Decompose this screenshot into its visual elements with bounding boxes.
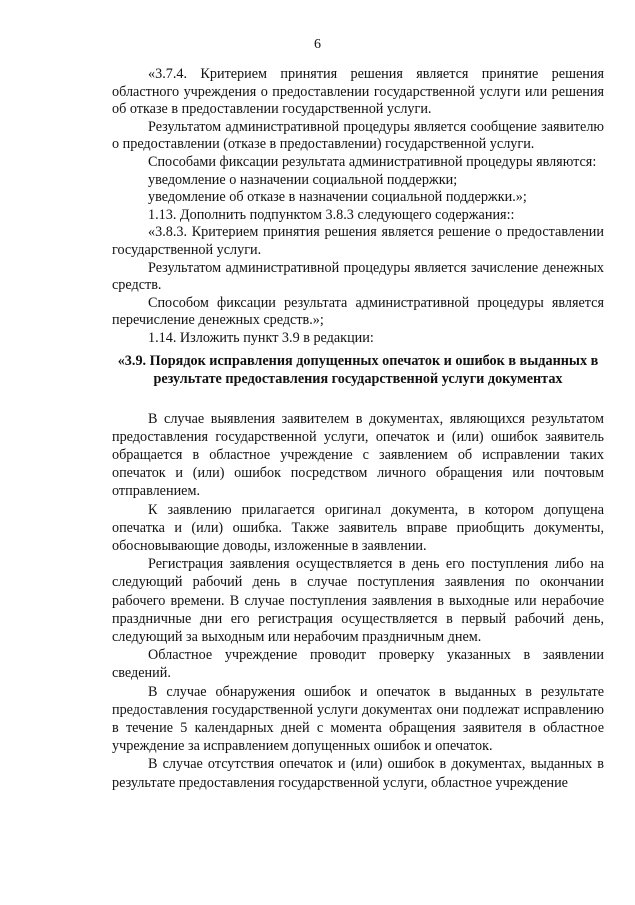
- paragraph-verification: Областное учреждение проводит проверку указанных в заявлении сведений.: [112, 647, 604, 682]
- paragraph-no-errors: В случае отсутствия опечаток и (или) ошибок в документах, выданных в результате предоставления государственной услуги, областное учреждение: [112, 756, 604, 791]
- paragraph-fixation-transfer: Способом фиксации результата административной процедуры является перечисление денежных средств.»;: [112, 294, 604, 329]
- section-heading-3-9: «3.9. Порядок исправления допущенных опечаток и ошибок в выданных в результате предоставления государственной услуги документах: [117, 352, 599, 387]
- paragraph-registration: Регистрация заявления осуществляется в день его поступления либо на следующий рабочий день в случае поступления заявления по окончании рабочего времени. В случае поступления заявления в выходные или нерабочие праздничные дни его регистрация осуществляется в первый рабочий день, следующий за выходным или нерабочим праздничным днем.: [112, 556, 604, 645]
- paragraph-3-8-3: «3.8.3. Критерием принятия решения является решение о предоставлении государственной услуги.: [112, 224, 604, 258]
- paragraph-error-detection: В случае выявления заявителем в документах, являющихся результатом предоставления государственной услуги, опечаток и (или) ошибок заявитель обращается в областное учреждение с заявлением об исправлении таких опечаток и (или) ошибок посредством личного обращения или почтовым отправлением.: [112, 410, 604, 500]
- list-item-notice-refusal: уведомление об отказе в назначении социальной поддержки.»;: [148, 189, 527, 206]
- paragraph-fixation-methods: Способами фиксации результата административной процедуры являются:: [148, 153, 597, 170]
- section-body: [112, 410, 604, 792]
- paragraph-attachment: К заявлению прилагается оригинал документа, в котором допущена опечатка и (или) ошибка. Также заявитель вправе приобщить документы, обосновывающие доводы, изложенные в заявлении.: [112, 501, 604, 554]
- page-number: 6: [314, 37, 321, 52]
- paragraph-1-13: 1.13. Дополнить подпунктом 3.8.3 следующего содержания::: [148, 206, 515, 223]
- paragraph-correction: В случае обнаружения ошибок и опечаток в выданных в результате предоставления государственной услуги документах они подлежат исправлению в течение 5 календарных дней с момента обращения заявителя в областное учреждение за исправлением допущенных ошибок и опечаток.: [112, 683, 604, 755]
- paragraph-1-14: 1.14. Изложить пункт 3.9 в редакции:: [148, 329, 374, 346]
- paragraph-result-transfer: Результатом административной процедуры является зачисление денежных средств.: [112, 259, 604, 294]
- document-content: [112, 66, 604, 792]
- spacer: [112, 389, 604, 410]
- list-item-notice-assign: уведомление о назначении социальной поддержки;: [148, 171, 458, 188]
- paragraph-result-message: Результатом административной процедуры является сообщение заявителю о предоставлении (отказе в предоставлении) государственной услуги.: [112, 118, 604, 153]
- paragraph-3-7-4: «3.7.4. Критерием принятия решения является принятие решения областного учреждения о предоставлении государственной услуги или решения об отказе в предоставлении государственной услуги.: [112, 66, 604, 118]
